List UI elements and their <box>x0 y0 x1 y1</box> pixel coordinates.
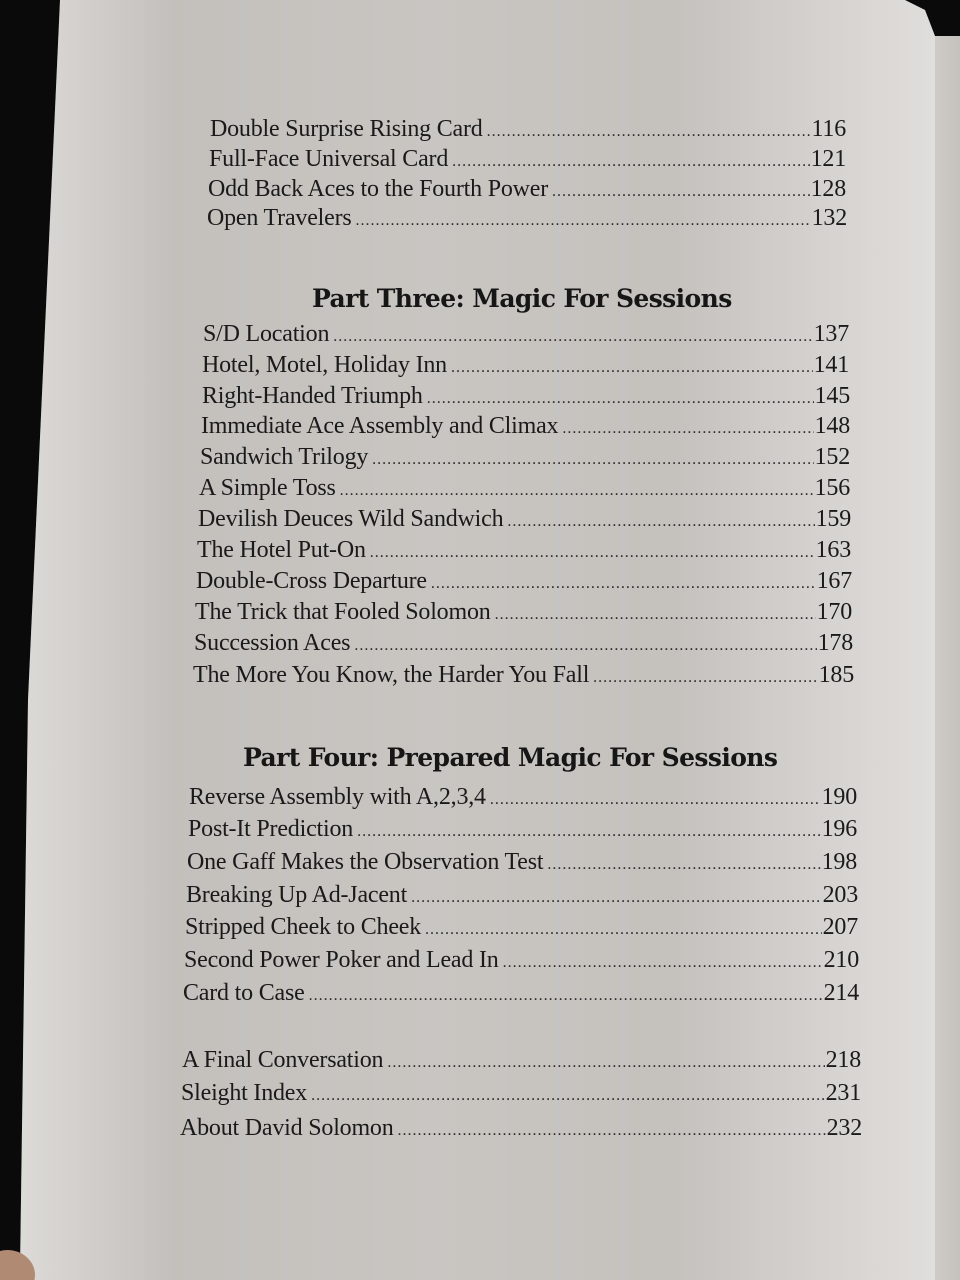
dot-leader <box>387 1048 824 1078</box>
entry-page: 128 <box>810 176 846 202</box>
entry-title: Card to Case <box>183 980 305 1006</box>
entry-title: Full-Face Universal Card <box>209 146 449 172</box>
dot-leader <box>490 785 821 815</box>
entry-title: One Gaff Makes the Observation Test <box>187 849 544 875</box>
entry-page: 232 <box>826 1115 862 1141</box>
toc-entry <box>210 114 846 147</box>
toc-entry <box>182 1045 861 1078</box>
toc-entry <box>195 597 852 630</box>
entry-title: Hotel, Motel, Holiday Inn <box>202 352 447 378</box>
entry-title: Double-Cross Departure <box>196 568 427 594</box>
entry-title: S/D Location <box>203 321 330 347</box>
entry-page: 214 <box>823 980 859 1006</box>
entry-title: Odd Back Aces to the Fourth Power <box>208 176 549 202</box>
entry-title: The More You Know, the Harder You Fall <box>193 662 590 688</box>
toc-entry <box>193 660 854 693</box>
entry-page: 152 <box>814 444 850 470</box>
toc-entry <box>188 814 857 847</box>
entry-title: A Final Conversation <box>182 1047 384 1073</box>
dot-leader <box>593 663 817 693</box>
entry-page: 203 <box>822 882 858 908</box>
entry-title: Stripped Cheek to Cheek <box>185 914 422 940</box>
toc-entry <box>185 912 858 945</box>
entry-title: The Hotel Put-On <box>197 537 366 563</box>
toc-entry <box>181 1078 861 1111</box>
dot-leader <box>427 384 814 414</box>
toc-entry <box>199 473 850 506</box>
dot-leader <box>311 1081 825 1111</box>
entry-page: 210 <box>823 947 859 973</box>
dot-leader <box>340 476 814 506</box>
entry-page: 207 <box>822 914 858 940</box>
toc-entry <box>184 945 859 978</box>
entry-page: 132 <box>811 205 847 231</box>
entry-page: 156 <box>814 475 850 501</box>
dot-leader <box>370 538 815 568</box>
entry-page: 185 <box>818 662 854 688</box>
entry-page: 198 <box>821 849 857 875</box>
dot-leader <box>452 147 809 177</box>
dot-leader <box>425 915 822 945</box>
toc-entry <box>197 535 851 568</box>
entry-page: 116 <box>811 116 846 142</box>
dot-leader <box>507 507 814 537</box>
toc-entry <box>200 442 850 475</box>
entry-title: Open Travelers <box>207 205 352 231</box>
toc-entry <box>202 350 849 383</box>
entry-title: Succession Aces <box>194 630 351 656</box>
dot-leader <box>487 117 811 147</box>
toc-entry <box>202 381 850 414</box>
dot-leader <box>372 445 813 475</box>
entry-title: About David Solomon <box>180 1115 394 1141</box>
entry-page: 137 <box>813 321 849 347</box>
entry-title: Immediate Ace Assembly and Climax <box>201 413 559 439</box>
toc-entry <box>186 880 858 913</box>
toc-entry <box>198 504 851 537</box>
entry-title: The Trick that Fooled Solomon <box>195 599 491 625</box>
toc-entry <box>187 847 857 880</box>
dot-leader <box>562 414 813 444</box>
entry-title: Second Power Poker and Lead In <box>184 947 499 973</box>
dot-leader <box>451 353 813 383</box>
dot-leader <box>431 569 816 599</box>
part-three-heading: Part Three: Magic For Sessions <box>312 284 732 313</box>
entry-title: Right-Handed Triumph <box>202 383 423 409</box>
toc-entry <box>196 566 852 599</box>
entry-page: 178 <box>817 630 853 656</box>
toc-entry <box>201 411 850 444</box>
entry-title: Sandwich Trilogy <box>200 444 369 470</box>
entry-title: Post-It Prediction <box>188 816 354 842</box>
toc-entry <box>180 1113 862 1146</box>
toc-entry <box>207 203 847 236</box>
dot-leader <box>309 981 823 1011</box>
entry-title: Breaking Up Ad-Jacent <box>186 882 408 908</box>
entry-title: Sleight Index <box>181 1080 308 1106</box>
dot-leader <box>495 600 816 630</box>
toc-entry <box>189 782 857 815</box>
entry-title: Devilish Deuces Wild Sandwich <box>198 506 504 532</box>
entry-page: 167 <box>816 568 852 594</box>
toc-entry <box>209 144 846 177</box>
dot-leader <box>357 817 821 847</box>
entry-title: Reverse Assembly with A,2,3,4 <box>189 784 486 810</box>
toc-entry <box>183 978 859 1011</box>
entry-title: A Simple Toss <box>199 475 336 501</box>
entry-page: 141 <box>813 352 849 378</box>
entry-page: 145 <box>814 383 850 409</box>
dot-leader <box>356 206 811 236</box>
dot-leader <box>503 948 823 978</box>
toc-entry <box>203 319 849 352</box>
entry-page: 148 <box>814 413 850 439</box>
entry-title: Double Surprise Rising Card <box>210 116 483 142</box>
entry-page: 190 <box>821 784 857 810</box>
entry-page: 218 <box>825 1047 861 1073</box>
dot-leader <box>547 850 820 880</box>
dot-leader <box>411 883 822 913</box>
entry-page: 121 <box>810 146 846 172</box>
entry-page: 159 <box>815 506 851 532</box>
entry-page: 163 <box>815 537 851 563</box>
part-four-heading: Part Four: Prepared Magic For Sessions <box>243 743 778 772</box>
dot-leader <box>354 631 816 661</box>
dot-leader <box>333 322 812 352</box>
entry-page: 231 <box>825 1080 861 1106</box>
dot-leader <box>398 1116 826 1146</box>
entry-page: 196 <box>821 816 857 842</box>
toc-entry <box>194 628 853 661</box>
entry-page: 170 <box>816 599 852 625</box>
